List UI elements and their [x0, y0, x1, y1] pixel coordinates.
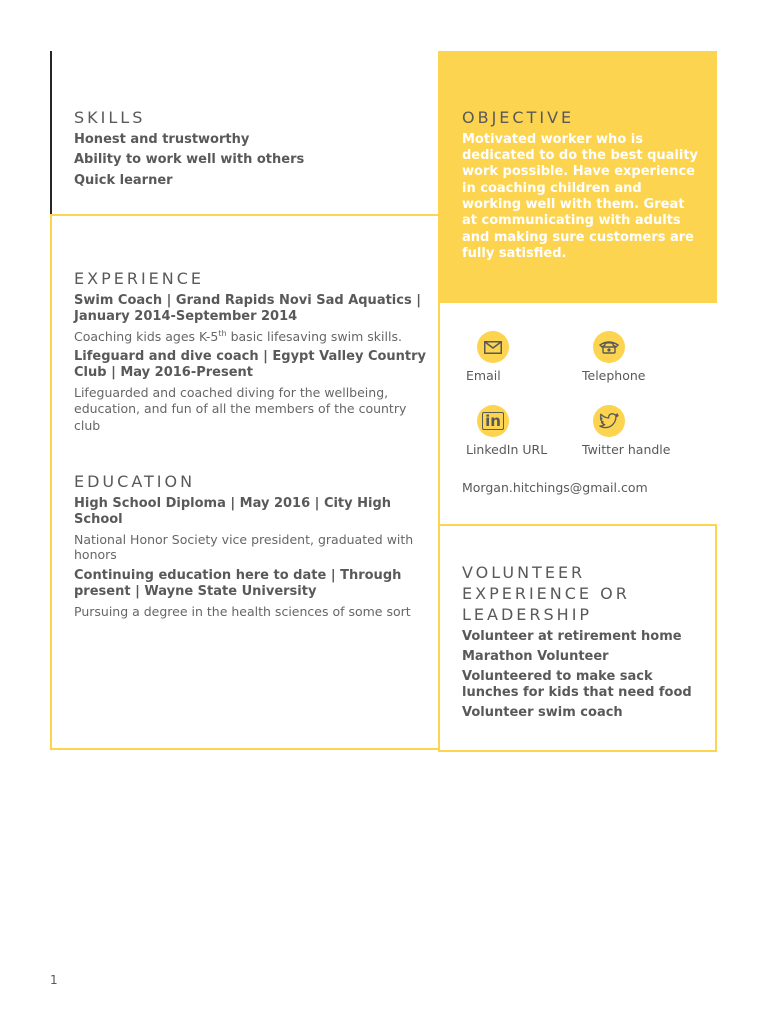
education-title-line: present | Wayne State University	[74, 584, 317, 599]
ordinal-suffix: th	[218, 328, 227, 338]
job-description-line: education, and fun of all the members of the country	[74, 401, 407, 416]
envelope-icon[interactable]	[477, 331, 509, 363]
volunteer-item: lunches for kids that need food	[462, 685, 692, 700]
volunteer-heading-line: LEADERSHIP	[462, 605, 593, 624]
skill-item: Ability to work well with others	[74, 152, 305, 167]
job-description-text: Coaching kids ages K-5	[74, 329, 219, 344]
job-title-line: Swim Coach | Grand Rapids Novi Sad Aquatics |	[74, 293, 421, 308]
job-title-line: January 2014-September 2014	[74, 309, 298, 324]
telephone-icon[interactable]	[593, 331, 625, 363]
education-heading: EDUCATION	[74, 472, 196, 491]
objective-line: at communicating with adults	[462, 213, 681, 228]
volunteer-heading-line: VOLUNTEER	[462, 563, 586, 582]
job-title-line: Lifeguard and dive coach | Egypt Valley Country	[74, 349, 427, 364]
email-address[interactable]: Morgan.hitchings@gmail.com	[462, 480, 648, 495]
twitter-label: Twitter handle	[582, 442, 671, 457]
objective-line: dedicated to do the best quality	[462, 148, 699, 163]
education-title-line: High School Diploma | May 2016 | City High	[74, 496, 392, 511]
job-description-line: club	[74, 418, 101, 433]
education-title-line: Continuing education here to date | Through	[74, 568, 402, 583]
objective-line: in coaching children and	[462, 181, 642, 196]
telephone-label: Telephone	[582, 368, 646, 383]
linkedin-glyph: in	[482, 412, 504, 430]
page-number: 1	[50, 973, 58, 987]
objective-line: work possible. Have experience	[462, 164, 695, 179]
linkedin-icon[interactable]	[477, 405, 509, 437]
objective-heading: OBJECTIVE	[462, 108, 575, 127]
volunteer-item: Volunteer swim coach	[462, 705, 623, 720]
contact-section-border	[438, 301, 440, 526]
skill-item: Honest and trustworthy	[74, 132, 250, 147]
skill-item: Quick learner	[74, 173, 173, 188]
twitter-bird-icon[interactable]	[593, 405, 625, 437]
volunteer-heading-line: EXPERIENCE OR	[462, 584, 630, 603]
volunteer-item: Volunteer at retirement home	[462, 629, 682, 644]
skills-heading: SKILLS	[74, 108, 146, 127]
education-description-line: honors	[74, 547, 117, 562]
job-description-text: basic lifesaving swim skills.	[226, 329, 402, 344]
volunteer-item: Volunteered to make sack	[462, 669, 653, 684]
job-description-line: Lifeguarded and coached diving for the wellbeing,	[74, 385, 389, 400]
objective-line: fully satisfied.	[462, 246, 567, 261]
linkedin-label: LinkedIn URL	[466, 442, 548, 457]
education-description-line: Pursuing a degree in the health sciences of some sort	[74, 604, 411, 619]
job-title-line: Club | May 2016-Present	[74, 365, 254, 380]
email-label: Email	[466, 368, 501, 383]
objective-line: Motivated worker who is	[462, 132, 643, 147]
objective-line: working well with them. Great	[462, 197, 685, 212]
experience-heading: EXPERIENCE	[74, 269, 205, 288]
objective-line: and making sure customers are	[462, 230, 694, 245]
volunteer-item: Marathon Volunteer	[462, 649, 609, 664]
job-description	[74, 329, 402, 346]
education-title-line: School	[74, 512, 123, 527]
education-description-line: National Honor Society vice president, graduated with	[74, 532, 414, 547]
